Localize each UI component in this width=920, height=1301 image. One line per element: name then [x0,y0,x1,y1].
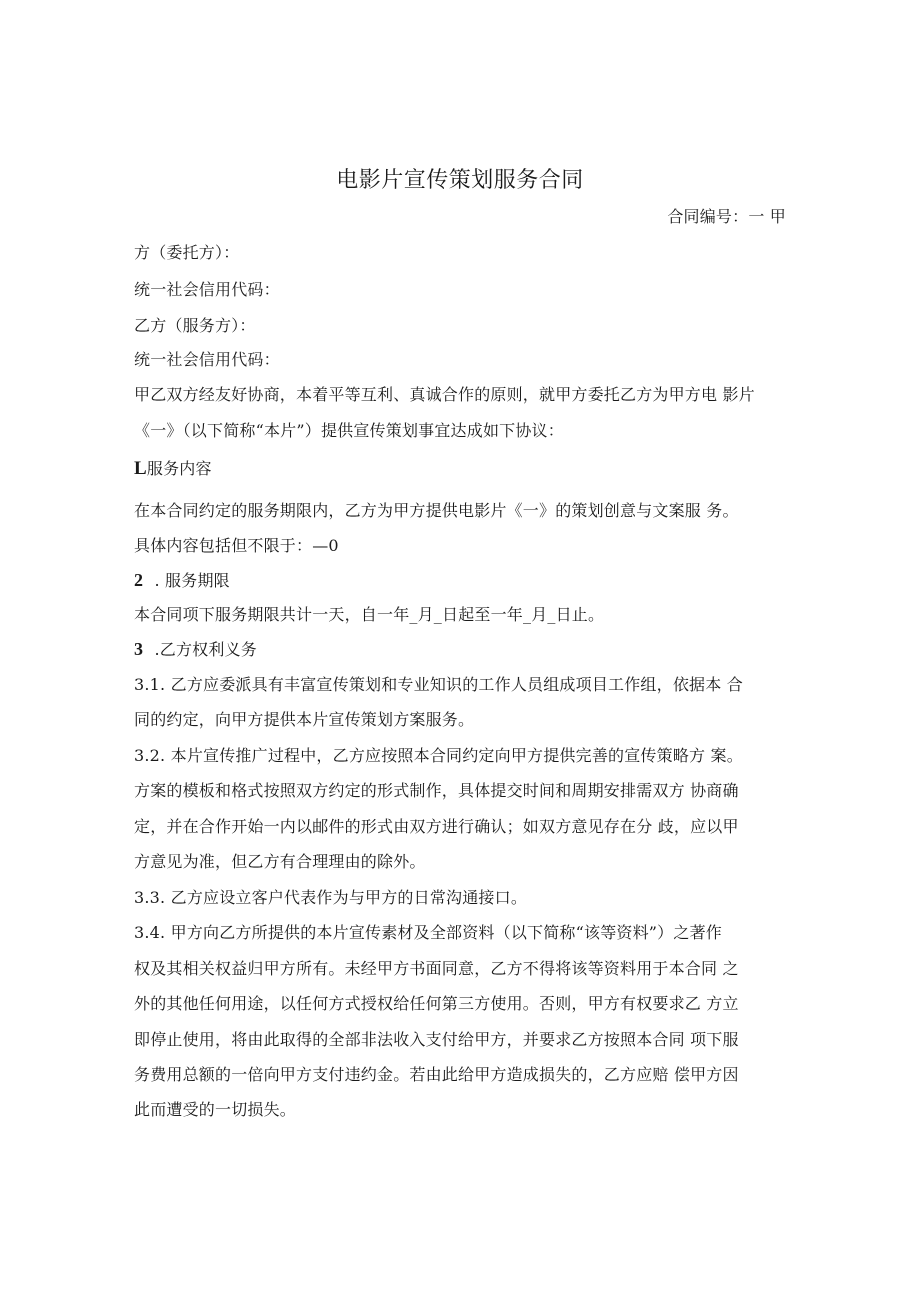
section-2-title: . 服务期限 [149,571,230,590]
section-3-heading [134,638,794,661]
preamble-line-2: 《一》（以下简称“本片”）提供宣传策划事宜达成如下协议： [134,421,564,440]
party-b-line: 乙方（服务方）： [134,316,256,335]
clause-3-1-line-2: 同的约定，向甲方提供本片宣传策划方案服务。 [134,710,475,729]
contract-number: 合同编号：一 甲 [667,207,786,226]
party-a-line: 方（委托方）： [134,243,240,262]
clause-3-2-line-1: 3.2. 本片宣传推广过程中，乙方应按照本合同约定向甲方提供完善的宣传策略方 案。 [134,746,743,765]
clause-3-4-line-2: 权及其相关权益归甲方所有。未经甲方书面同意，乙方不得将该等资料用于本合同 之 [134,959,739,978]
page-title: 电影片宣传策划服务合同 [336,168,584,193]
clause-3-4-line-5: 务费用总额的一倍向甲方支付违约金。若由此给甲方造成损失的，乙方应赔 偿甲方因 [134,1065,739,1084]
clause-3-4-line-1: 3.4. 甲方向乙方所提供的本片宣传素材及全部资料（以下简称“该等资料”）之著作 [134,923,722,942]
party-b-credit-code: 统一社会信用代码： [134,350,280,369]
clause-3-3: 3.3. 乙方应设立客户代表作为与甲方的日常沟通接口。 [134,888,528,907]
section-1-heading [134,458,794,480]
section-2-number: 2 [134,570,144,590]
clause-3-1-line-1: 3.1. 乙方应委派具有丰富宣传策划和专业知识的工作人员组成项目工作组，依据本 合 [134,675,743,694]
section-3-number: 3 [134,639,144,659]
clause-3-2-line-4: 方意见为准，但乙方有合理理由的除外。 [134,852,426,871]
section-1-mark: L [134,458,147,479]
preamble-line-1: 甲乙双方经友好协商，本着平等互利、真诚合作的原则，就甲方委托乙方为甲方电 影片 [134,385,755,404]
section-1-text-2: 具体内容包括但不限于：—0 [134,536,339,555]
section-1-text-1: 在本合同约定的服务期限内，乙方为甲方提供电影片《一》的策划创意与文案服 务。 [134,501,739,520]
clause-3-4-line-3: 外的其他任何用途，以任何方式授权给任何第三方使用。否则，甲方有权要求乙 方立 [134,994,739,1013]
clause-3-4-line-4: 即停止使用，将由此取得的全部非法收入支付给甲方，并要求乙方按照本合同 项下服 [134,1030,739,1049]
clause-3-2-line-2: 方案的模板和格式按照双方约定的形式制作，具体提交时间和周期安排需双方 协商确 [134,781,739,800]
section-2-heading [134,569,794,592]
section-2-text: 本合同项下服务期限共计一天，自一年_月_日起至一年_月_日止。 [134,605,605,624]
section-3-title: .乙方权利义务 [149,640,257,659]
clause-3-4-line-6: 此而遭受的一切损失。 [134,1100,297,1119]
section-1-title: 服务内容 [146,459,212,478]
party-a-credit-code: 统一社会信用代码： [134,280,280,299]
clause-3-2-line-3: 定，并在合作开始一内以邮件的形式由双方进行确认；如双方意见存在分 歧，应以甲 [134,817,739,836]
